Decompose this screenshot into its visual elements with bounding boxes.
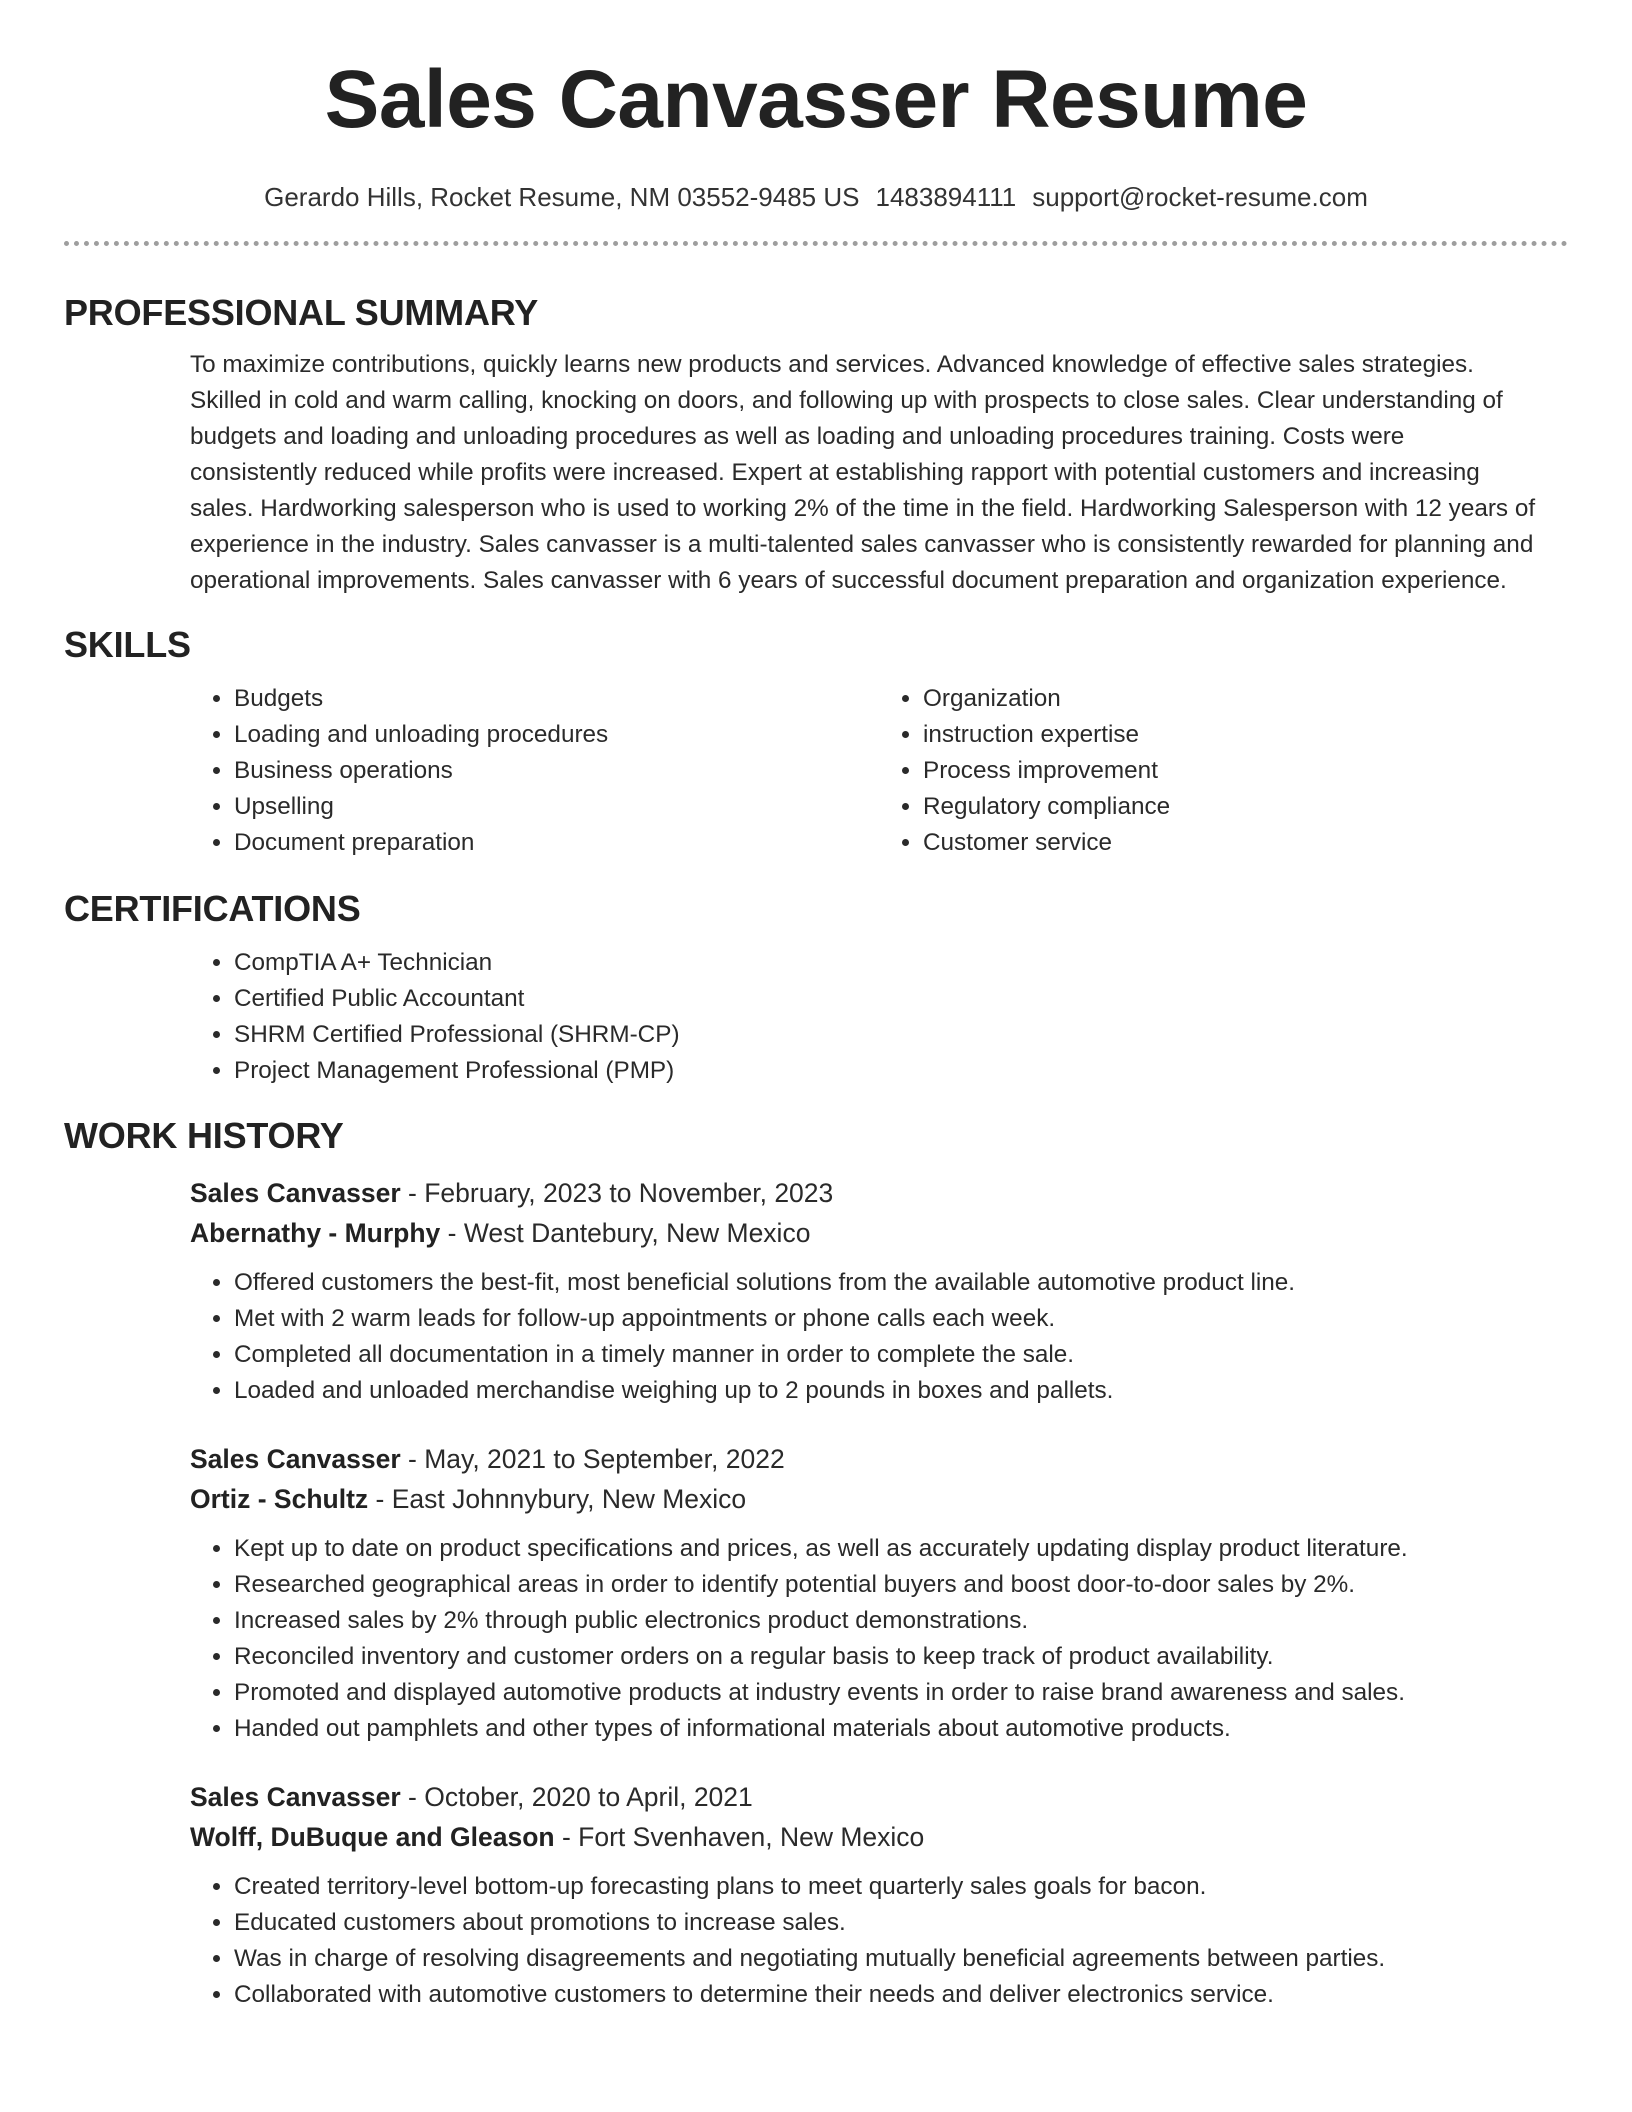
certification-item: • Project Management Professional (PMP) — [234, 1053, 1568, 1089]
summary-line: operational improvements. Sales canvasser with 6 years of successful document preparation and organization experience. — [190, 567, 1507, 594]
summary-section — [64, 291, 1568, 599]
summary-line: budgets and loading and unloading procedures as well as loading and unloading procedures training. Costs were — [190, 423, 1405, 450]
job-location: - West Dantebury, New Mexico — [440, 1218, 811, 1248]
contact-phone: 1483894111 — [875, 182, 1017, 212]
summary-line: experience in the industry. Sales canvasser is a multi-talented sales canvasser who is consistently rewarded for planning and — [190, 531, 1534, 558]
job-employer: Ortiz - Schultz — [190, 1484, 369, 1514]
certifications-heading: CERTIFICATIONS — [64, 888, 361, 929]
job-duty: • Met with 2 warm leads for follow-up appointments or phone calls each week. — [234, 1301, 1568, 1337]
job-duties — [190, 1531, 1568, 1747]
job-duty: • Kept up to date on product specifications and prices, as well as accurately updating display product literature. — [234, 1531, 1568, 1567]
skill-item: • Regulatory compliance — [923, 789, 1568, 825]
job-duty: • Completed all documentation in a timely manner in order to complete the sale. — [234, 1337, 1568, 1373]
job-duty: • Handed out pamphlets and other types of informational materials about automotive products. — [234, 1711, 1568, 1747]
job-entry — [190, 1777, 1568, 2013]
certifications-section — [64, 887, 1568, 1089]
job-duties — [190, 1869, 1568, 2013]
certification-item: • CompTIA A+ Technician — [234, 945, 1568, 981]
header-divider — [64, 241, 1568, 246]
job-duty: • Reconciled inventory and customer orders on a regular basis to keep track of product availability. — [234, 1639, 1568, 1675]
job-dates: - May, 2021 to September, 2022 — [400, 1444, 785, 1474]
skill-item: • Document preparation — [234, 825, 879, 861]
job-duty: • Loaded and unloaded merchandise weighing up to 2 pounds in boxes and pallets. — [234, 1373, 1568, 1409]
job-duty: • Researched geographical areas in order to identify potential buyers and boost door-to-door sales by 2%. — [234, 1567, 1568, 1603]
skill-item: • Budgets — [234, 681, 879, 717]
skills-list-left — [190, 681, 879, 861]
certification-item: • Certified Public Accountant — [234, 981, 1568, 1017]
summary-line: consistently reduced while profits were increased. Expert at establishing rapport with potential customers and increasing — [190, 459, 1480, 486]
job-employer-line — [190, 1817, 1568, 1857]
contact-line — [64, 182, 1568, 212]
job-duties — [190, 1265, 1568, 1409]
summary-body — [190, 347, 1568, 599]
work-history-section — [64, 1114, 1568, 2013]
skill-item: • Loading and unloading procedures — [234, 717, 879, 753]
skill-item: • instruction expertise — [923, 717, 1568, 753]
skills-list-right — [879, 681, 1568, 861]
job-title: Sales Canvasser — [190, 1444, 401, 1474]
job-employer: Abernathy - Murphy — [190, 1218, 441, 1248]
skill-item: • Organization — [923, 681, 1568, 717]
job-duty: • Offered customers the best-fit, most beneficial solutions from the available automotive product line. — [234, 1265, 1568, 1301]
job-duty: • Educated customers about promotions to increase sales. — [234, 1905, 1568, 1941]
job-employer: Wolff, DuBuque and Gleason — [190, 1822, 555, 1852]
job-title: Sales Canvasser — [190, 1178, 401, 1208]
skill-item: • Business operations — [234, 753, 879, 789]
job-duty: • Increased sales by 2% through public electronics product demonstrations. — [234, 1603, 1568, 1639]
job-dates: - October, 2020 to April, 2021 — [400, 1782, 753, 1812]
certifications-body — [190, 945, 1568, 1089]
skills-grid — [190, 681, 1568, 861]
contact-email: support@rocket-resume.com — [1032, 182, 1368, 212]
resume-title: Sales Canvasser Resume — [324, 54, 1308, 145]
skill-item: • Process improvement — [923, 753, 1568, 789]
job-employer-line — [190, 1213, 1568, 1253]
skills-heading: SKILLS — [64, 624, 191, 665]
skill-item: • Customer service — [923, 825, 1568, 861]
contact-address: Gerardo Hills, Rocket Resume, NM 03552-9485 US — [264, 182, 860, 212]
job-employer-line — [190, 1479, 1568, 1519]
certification-item: • SHRM Certified Professional (SHRM-CP) — [234, 1017, 1568, 1053]
certifications-list — [190, 945, 1568, 1089]
job-location: - Fort Svenhaven, New Mexico — [554, 1822, 925, 1852]
resume-page — [64, 0, 1568, 2013]
job-entry — [190, 1173, 1568, 1409]
summary-line: Skilled in cold and warm calling, knocking on doors, and following up with prospects to close sales. Clear understanding of — [190, 387, 1503, 414]
summary-line: sales. Hardworking salesperson who is used to working 2% of the time in the field. Hardworking Salesperson with 12 years of — [190, 495, 1536, 522]
job-duty: • Was in charge of resolving disagreements and negotiating mutually beneficial agreements between parties. — [234, 1941, 1568, 1977]
work-history-heading: WORK HISTORY — [64, 1115, 344, 1156]
job-entry — [190, 1439, 1568, 1747]
skill-item: • Upselling — [234, 789, 879, 825]
job-title-line — [190, 1439, 1568, 1479]
job-title: Sales Canvasser — [190, 1782, 401, 1812]
job-title-line — [190, 1173, 1568, 1213]
job-duty: • Promoted and displayed automotive products at industry events in order to raise brand awareness and sales. — [234, 1675, 1568, 1711]
job-duty: • Collaborated with automotive customers to determine their needs and deliver electronics service. — [234, 1977, 1568, 2013]
summary-heading: PROFESSIONAL SUMMARY — [64, 292, 539, 333]
job-dates: - February, 2023 to November, 2023 — [400, 1178, 834, 1208]
job-duty: • Created territory-level bottom-up forecasting plans to meet quarterly sales goals for bacon. — [234, 1869, 1568, 1905]
job-title-line — [190, 1777, 1568, 1817]
job-location: - East Johnnybury, New Mexico — [368, 1484, 747, 1514]
skills-section — [64, 623, 1568, 861]
summary-line: To maximize contributions, quickly learns new products and services. Advanced knowledge of effective sales strategies. — [190, 351, 1474, 378]
